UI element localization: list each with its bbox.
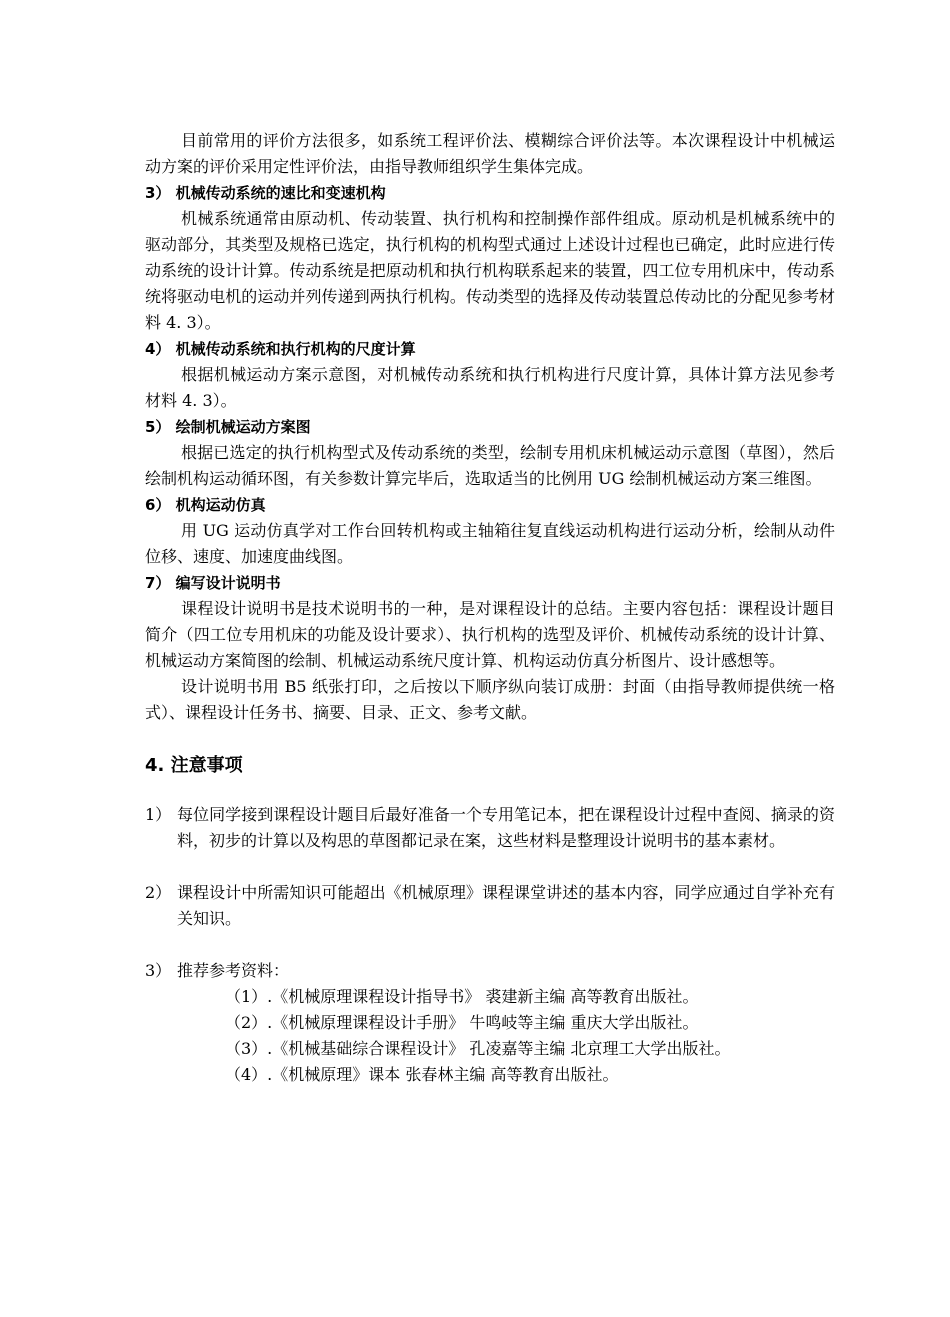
section-6-paragraph: 用 UG 运动仿真学对工作台回转机构或主轴箱往复直线运动机构进行运动分析，绘制从动件位移、速度、加速度曲线图。: [145, 521, 835, 566]
note-number: 2）: [145, 883, 172, 902]
section-7-heading: 7） 编写设计说明书: [145, 574, 281, 592]
note-text: 课程设计中所需知识可能超出《机械原理》课程课堂讲述的基本内容，同学应通过自学补充有关知识。: [177, 883, 835, 928]
note-text: 推荐参考资料：: [177, 961, 290, 980]
section-5-heading: 5） 绘制机械运动方案图: [145, 418, 311, 436]
note-item: [145, 880, 835, 932]
page-content: [145, 128, 835, 1088]
spacer: [145, 932, 835, 958]
section-6-heading: 6） 机构运动仿真: [145, 496, 266, 514]
note-item: [145, 958, 835, 984]
reference-item: （3）.《机械基础综合课程设计》 孔凌嘉等主编 北京理工大学出版社。: [225, 1039, 731, 1058]
spacer: [145, 854, 835, 880]
section-7-paragraph-2: 设计说明书用 B5 纸张打印，之后按以下顺序纵向装订成册：封面（由指导教师提供统一格式）、课程设计任务书、摘要、目录、正文、参考文献。: [145, 677, 835, 722]
intro-paragraph: 目前常用的评价方法很多，如系统工程评价法、模糊综合评价法等。本次课程设计中机械运动方案的评价采用定性评价法，由指导教师组织学生集体完成。: [145, 131, 835, 176]
note-item: [145, 802, 835, 854]
section-7-paragraph-1: 课程设计说明书是技术说明书的一种，是对课程设计的总结。主要内容包括：课程设计题目简介（四工位专用机床的功能及设计要求）、执行机构的选型及评价、机械传动系统的设计计算、机械运动方案简图的绘制、机械运动系统尺度计算、机构运动仿真分析图片、设计感想等。: [145, 599, 835, 670]
section-4-heading: 4） 机械传动系统和执行机构的尺度计算: [145, 340, 416, 358]
notes-title: 4. 注意事项: [145, 755, 243, 776]
note-number: 1）: [145, 805, 172, 824]
reference-item: （1）.《机械原理课程设计指导书》 裘建新主编 高等教育出版社。: [225, 987, 699, 1006]
reference-item: （2）.《机械原理课程设计手册》 牛鸣岐等主编 重庆大学出版社。: [225, 1013, 699, 1032]
section-4-paragraph: 根据机械运动方案示意图，对机械传动系统和执行机构进行尺度计算，具体计算方法见参考材料 4. 3）。: [145, 365, 835, 410]
note-text: 每位同学接到课程设计题目后最好准备一个专用笔记本，把在课程设计过程中查阅、摘录的资料，初步的计算以及构思的草图都记录在案，这些材料是整理设计说明书的基本素材。: [177, 805, 835, 850]
section-5-paragraph: 根据已选定的执行机构型式及传动系统的类型，绘制专用机床机械运动示意图（草图），然后绘制机构运动循环图，有关参数计算完毕后，选取适当的比例用 UG 绘制机械运动方案三维图。: [145, 443, 835, 488]
note-number: 3）: [145, 961, 172, 980]
section-3-paragraph: 机械系统通常由原动机、传动装置、执行机构和控制操作部件组成。原动机是机械系统中的驱动部分，其类型及规格已选定，执行机构的机构型式通过上述设计过程也已确定，此时应进行传动系统的设计计算。传动系统是把原动机和执行机构联系起来的装置，四工位专用机床中，传动系统将驱动电机的运动并列传递到两执行机构。传动类型的选择及传动装置总传动比的分配见参考材料 4. 3）。: [145, 209, 835, 332]
section-3-heading: 3） 机械传动系统的速比和变速机构: [145, 184, 386, 202]
reference-list: [225, 984, 835, 1088]
reference-item: （4）.《机械原理》课本 张春林主编 高等教育出版社。: [225, 1065, 619, 1084]
